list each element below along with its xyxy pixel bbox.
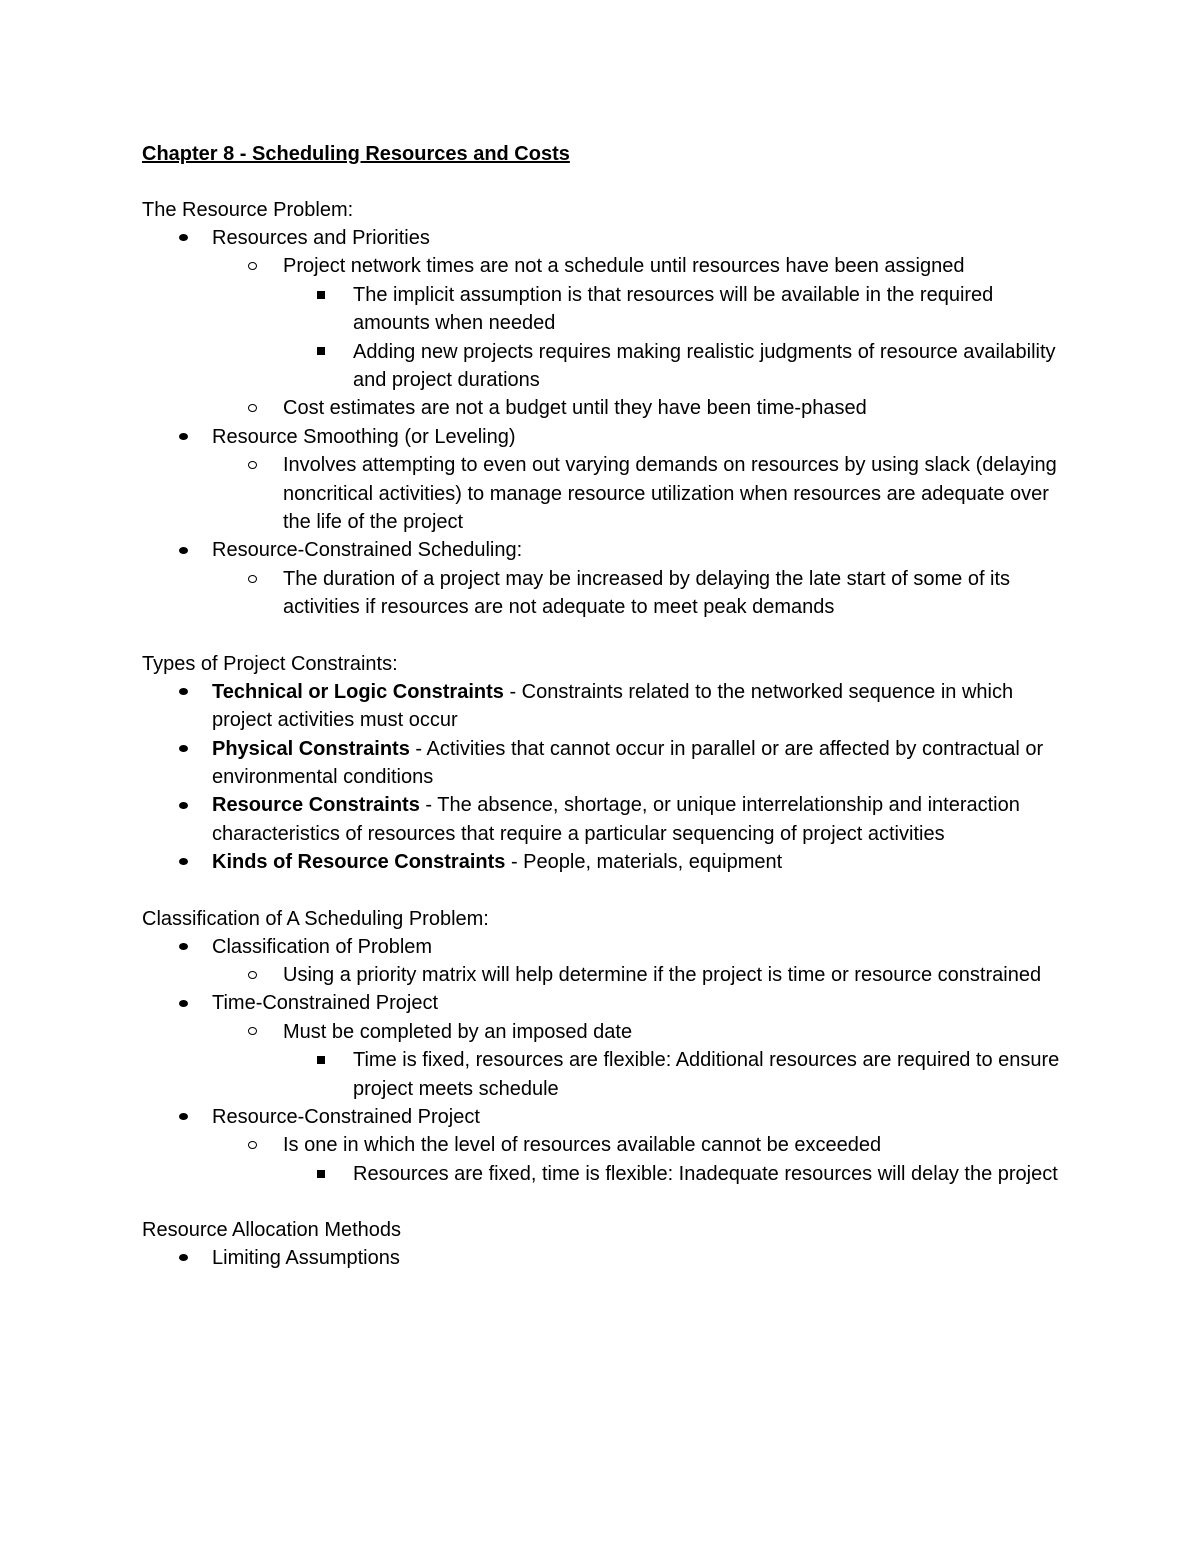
list-item: Resource-Constrained Project: [142, 1103, 1072, 1131]
list-item: Adding new projects requires making realistic judgments of resource availability and project durations: [142, 338, 1072, 395]
list-item: Resources are fixed, time is flexible: Inadequate resources will delay the project: [142, 1160, 1072, 1188]
document-page: [142, 140, 1072, 1273]
bullet-circle-icon: [248, 961, 257, 989]
list-item: Involves attempting to even out varying demands on resources by using slack (delaying noncritical activities) to manage resource utilization when resources are adequate over the life of the project: [142, 451, 1072, 536]
bullet-disc-icon: [179, 735, 188, 763]
list-item: Cost estimates are not a budget until they have been time-phased: [142, 394, 1072, 422]
list-item: Time-Constrained Project: [142, 989, 1072, 1017]
bullet-square-icon: [317, 338, 325, 366]
list-item: Limiting Assumptions: [142, 1244, 1072, 1272]
bullet-square-icon: [317, 1046, 325, 1074]
bullet-disc-icon: [179, 423, 188, 451]
bullet-square-icon: [317, 1160, 325, 1188]
list-item: Using a priority matrix will help determine if the project is time or resource constrained: [142, 961, 1072, 989]
section-heading-resource-problem: The Resource Problem:: [142, 199, 354, 221]
bullet-circle-icon: [248, 451, 257, 479]
list-item: Resource Constraints - The absence, shortage, or unique interrelationship and interaction characteristics of resources that require a particular sequencing of project activities: [142, 791, 1072, 848]
bullet-disc-icon: [179, 1103, 188, 1131]
list-item: The implicit assumption is that resources will be available in the required amounts when needed: [142, 281, 1072, 338]
bullet-circle-icon: [248, 252, 257, 280]
list-item: Resource Smoothing (or Leveling): [142, 423, 1072, 451]
bullet-circle-icon: [248, 565, 257, 593]
list-item: Must be completed by an imposed date: [142, 1018, 1072, 1046]
bullet-disc-icon: [179, 848, 188, 876]
bullet-disc-icon: [179, 791, 188, 819]
allocation-list: [142, 1244, 1072, 1272]
resource-problem-list: [142, 224, 1072, 622]
bullet-disc-icon: [179, 224, 188, 252]
bullet-circle-icon: [248, 1018, 257, 1046]
constraints-list: [142, 678, 1072, 877]
bullet-square-icon: [317, 281, 325, 309]
list-item: Technical or Logic Constraints - Constraints related to the networked sequence in which project activities must occur: [142, 678, 1072, 735]
list-item: Kinds of Resource Constraints - People, materials, equipment: [142, 848, 1072, 876]
bullet-disc-icon: [179, 536, 188, 564]
bullet-circle-icon: [248, 1131, 257, 1159]
section-heading-classification: Classification of A Scheduling Problem:: [142, 907, 489, 930]
list-item: Physical Constraints - Activities that cannot occur in parallel or are affected by contractual or environmental conditions: [142, 735, 1072, 792]
bullet-disc-icon: [179, 933, 188, 961]
list-item: Classification of Problem: [142, 933, 1072, 961]
section-heading-allocation: Resource Allocation Methods: [142, 1219, 402, 1242]
section-heading-constraints: Types of Project Constraints:: [142, 652, 398, 675]
list-item: Time is fixed, resources are flexible: Additional resources are required to ensure project meets schedule: [142, 1046, 1072, 1103]
list-item: Is one in which the level of resources available cannot be exceeded: [142, 1131, 1072, 1159]
bullet-circle-icon: [248, 394, 257, 422]
classification-list: [142, 933, 1072, 1189]
list-item: Project network times are not a schedule until resources have been assigned: [142, 252, 1072, 280]
chapter-title: Chapter 8 - Scheduling Resources and Costs: [142, 143, 570, 165]
bullet-disc-icon: [179, 678, 188, 706]
bullet-disc-icon: [179, 989, 188, 1017]
list-item: Resource-Constrained Scheduling:: [142, 536, 1072, 564]
bullet-disc-icon: [179, 1244, 188, 1272]
list-item: The duration of a project may be increased by delaying the late start of some of its activities if resources are not adequate to meet peak demands: [142, 565, 1072, 622]
list-item: Resources and Priorities: [142, 224, 1072, 252]
